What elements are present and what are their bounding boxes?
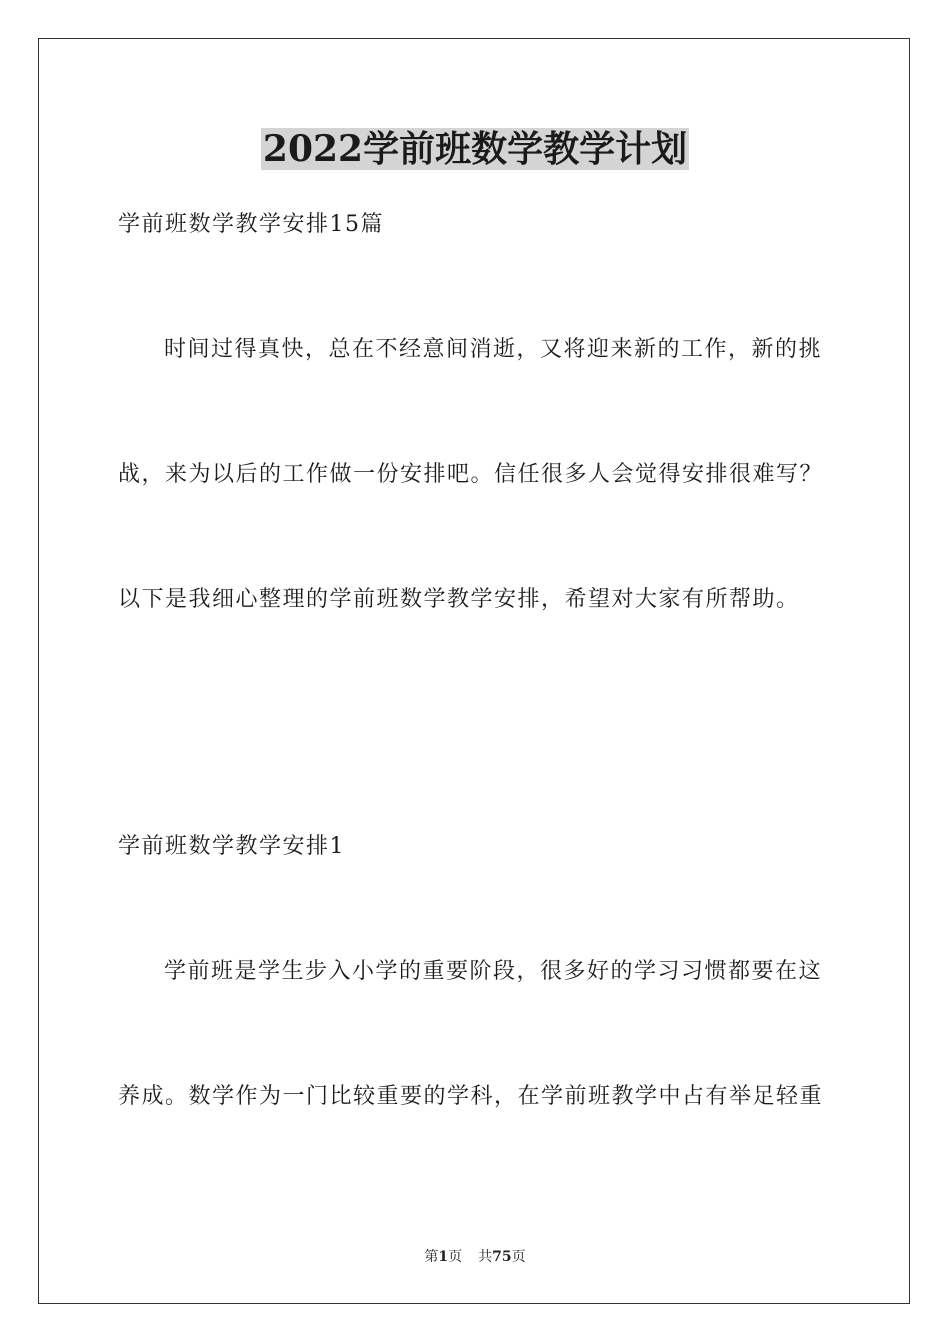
section-line-1: 学前班是学生步入小学的重要阶段，很多好的学习习惯都要在这 [164,959,823,984]
footer-page-prefix: 第 [424,1249,439,1265]
intro-line-3: 以下是我细心整理的学前班数学教学安排，希望对大家有所帮助。 [118,587,800,612]
intro-line-2: 战，来为以后的工作做一份安排吧。信任很多人会觉得安排很难写？ [118,462,824,487]
footer-total-pages: 75 [492,1249,512,1265]
section-line-2: 养成。数学作为一门比较重要的学科，在学前班教学中占有举足轻重 [118,1084,824,1109]
footer-page-suffix: 页 [448,1249,463,1265]
intro-line-1: 时间过得真快，总在不经意间消逝，又将迎来新的工作，新的挑 [164,337,823,362]
document-title [0,126,950,172]
document-title-text: 2022学前班数学教学计划 [262,128,688,170]
footer-total-prefix: 共 [478,1249,493,1265]
footer-total-suffix: 页 [511,1249,526,1265]
footer-page-number: 1 [438,1249,449,1265]
section-heading: 学前班数学教学安排1 [118,834,345,859]
page-footer [0,1248,950,1266]
document-subtitle: 学前班数学教学安排15篇 [118,212,384,237]
